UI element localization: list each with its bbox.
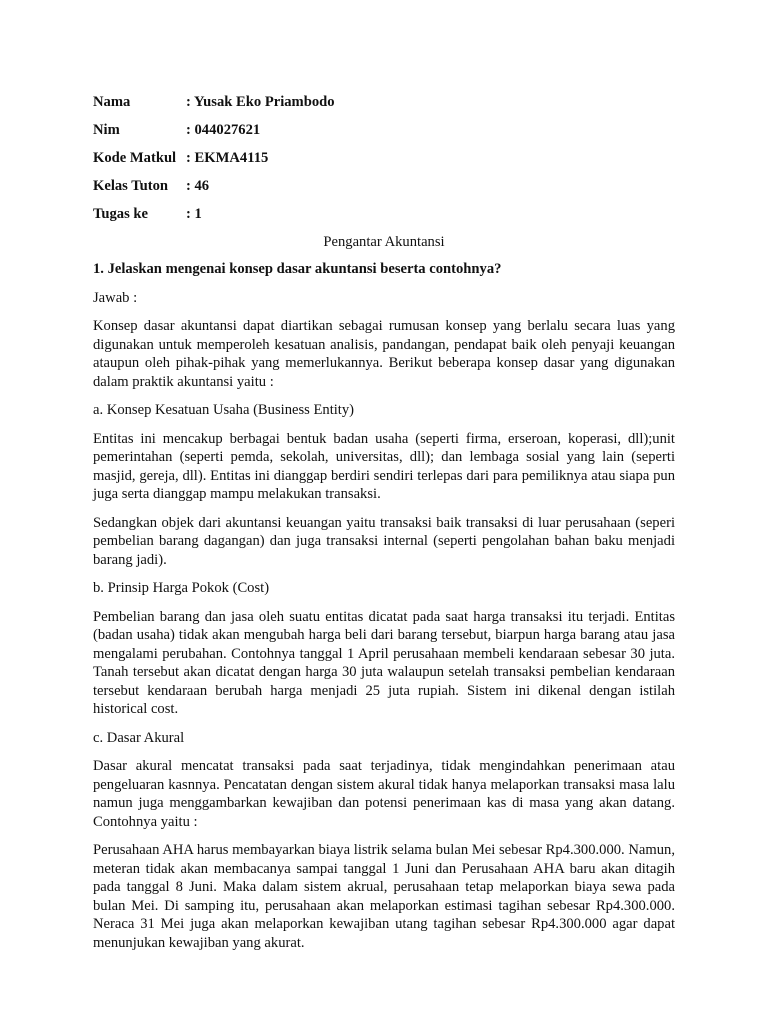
info-label: Nama [93, 93, 131, 110]
info-row-nama [93, 88, 675, 116]
info-label: Tugas ke [93, 205, 149, 222]
section-a-paragraph-1: Entitas ini mencakup berbagai bentuk badan usaha (seperti firma, erseroan, koperasi, dll);unit pemerintahan (seperti pemda, sekolah, universitas, dll); dan lembaga sosial yang lain (seperti masjid, gereja, dll). Entitas ini dianggap berdiri sendiri terlepas dari para pemiliknya atau siapa pun juga serta dianggap mampu melakukan transaksi. [93, 430, 675, 502]
info-row-nim [93, 116, 675, 144]
answer-label: Jawab : [93, 289, 138, 306]
info-row-kode-matkul [93, 144, 675, 172]
info-value: : Yusak Eko Priambodo [186, 93, 335, 110]
question-heading: 1. Jelaskan mengenai konsep dasar akuntansi beserta contohnya? [93, 261, 502, 277]
info-value: : 1 [186, 205, 202, 222]
document-content [93, 88, 675, 962]
section-c-paragraph-2: Perusahaan AHA harus membayarkan biaya listrik selama bulan Mei sebesar Rp4.300.000. Namun, meteran tidak akan membacanya sampai tanggal 1 Juni dan Perusahaan AHA baru akan ditagih pada tanggal 8 Juni. Maka dalam sistem akrual, perusahaan tetap melaporkan biaya sewa pada bulan Mei. Di samping itu, perusahaan akan melaporkan estimasi tagihan sebesar Rp4.300.000. Neraca 31 Mei juga akan melaporkan kewajiban utang tagihan sebesar Rp4.300.000 agar dapat menunjukan kewajiban yang akurat. [93, 842, 675, 951]
info-label: Nim [93, 121, 120, 138]
info-value: : EKMA4115 [186, 149, 269, 166]
section-heading-a: a. Konsep Kesatuan Usaha (Business Entity) [93, 402, 355, 418]
intro-paragraph: Konsep dasar akuntansi dapat diartikan sebagai rumusan konsep yang berlalu secara luas yang digunakan untuk memperoleh kesatuan analisis, pandangan, pendapat baik oleh penyaji keuangan ataupun oleh pihak-pihak yang memerlukannya. Berikut beberapa konsep dasar yang digunakan dalam praktik akuntansi yaitu : [93, 318, 675, 390]
section-b-paragraph-1: Pembelian barang dan jasa oleh suatu entitas dicatat pada saat harga transaksi itu terjadi. Entitas (badan usaha) tidak akan mengubah harga beli dari barang tersebut, biarpun harga barang atau jasa mengalami perubahan. Contohnya tanggal 1 April perusahaan membeli kendaraan sebesar 30 juta. Tanah tersebut akan dicatat dengan harga 30 juta walaupun setelah transaksi pembelian kendaraan tersebut kendaraan berubah harga menjadi 25 juta rupiah. Sistem ini dikenal dengan istilah historical cost. [93, 608, 675, 717]
info-value: : 044027621 [186, 121, 261, 138]
section-heading-c: c. Dasar Akural [93, 729, 185, 746]
student-info [93, 88, 675, 228]
info-value: : 46 [186, 177, 210, 194]
info-label: Kelas Tuton [93, 177, 169, 194]
info-label: Kode Matkul [93, 149, 177, 166]
document-title: Pengantar Akuntansi [323, 233, 445, 250]
info-row-tugas-ke [93, 200, 675, 228]
info-row-kelas-tuton [93, 172, 675, 200]
section-c-paragraph-1: Dasar akural mencatat transaksi pada saat terjadinya, tidak mengindahkan penerimaan atau pengeluaran kasnnya. Pencatatan dengan sistem akural tidak hanya melaporkan transaksi masa lalu namun juga menggambarkan kewajiban dan potensi penerimaan kas di masa yang akan datang. Contohnya yaitu : [93, 758, 675, 830]
section-heading-b: b. Prinsip Harga Pokok (Cost) [93, 580, 270, 596]
section-a-paragraph-2: Sedangkan objek dari akuntansi keuangan yaitu transaksi baik transaksi di luar perusahaan (seperi pembelian barang dagangan) dan juga transaksi internal (seperti pengolahan bahan baku menjadi barang jadi). [93, 514, 675, 568]
